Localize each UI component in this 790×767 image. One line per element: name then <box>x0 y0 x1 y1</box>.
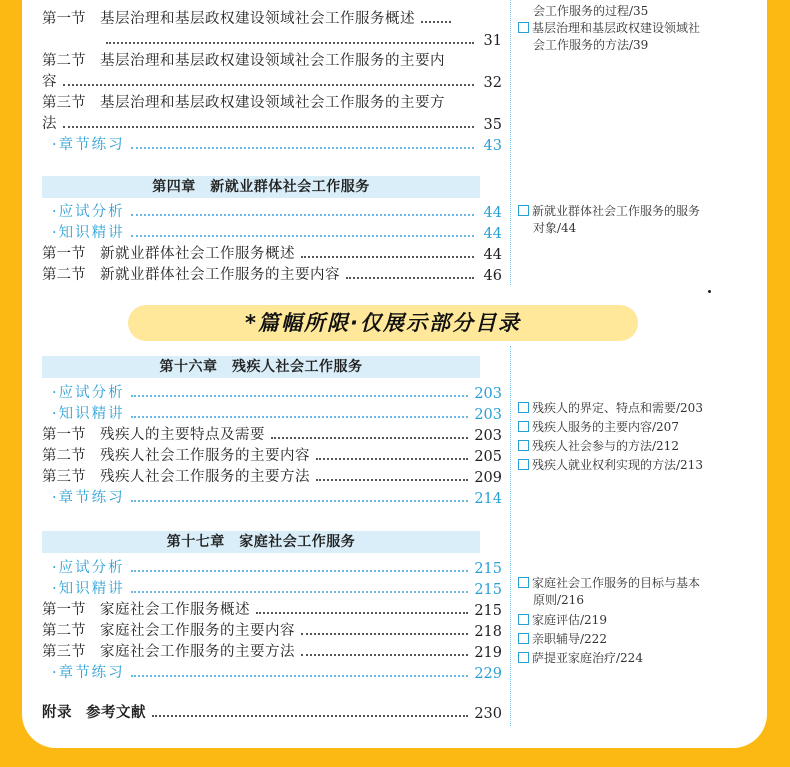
key-point[interactable]: 残疾人的界定、特点和需要/203 <box>518 400 733 417</box>
leader-dots <box>131 147 474 149</box>
checkbox-icon <box>518 633 529 644</box>
toc-entry[interactable]: ·知识精讲 44 <box>52 225 502 242</box>
toc-entry[interactable]: ·知识精讲 203 <box>52 406 502 423</box>
checkbox-icon <box>518 440 529 451</box>
toc-entry-exercise[interactable]: ·章节练习 214 <box>52 490 502 507</box>
key-point[interactable]: 残疾人服务的主要内容/207 <box>518 419 733 436</box>
chapter-title[interactable]: 第十六章 残疾人社会工作服务 <box>42 356 480 378</box>
chapter-title[interactable]: 第四章 新就业群体社会工作服务 <box>42 176 480 198</box>
key-point[interactable]: 家庭社会工作服务的目标与基本 原则/216 <box>518 575 733 609</box>
toc-entry-appendix[interactable]: 附录 参考文献 230 <box>42 705 502 722</box>
checkbox-icon <box>518 652 529 663</box>
key-point[interactable]: 基层治理和基层政权建设领域社 会工作服务的方法/39 <box>518 20 733 54</box>
key-point[interactable]: 会工作服务的过程/35 <box>533 4 649 18</box>
checkbox-icon <box>518 22 529 33</box>
key-point[interactable]: 新就业群体社会工作服务的服务 对象/44 <box>518 203 733 237</box>
toc-entry[interactable]: 法 35 <box>42 116 502 133</box>
leader-dots <box>316 458 468 460</box>
leader-dots <box>421 21 451 23</box>
leader-dots <box>63 84 474 86</box>
toc-entry[interactable]: ·知识精讲 215 <box>52 581 502 598</box>
toc-entry[interactable]: 第一节 基层治理和基层政权建设领域社会工作服务概述 <box>42 6 502 28</box>
toc-entry[interactable]: ·应试分析 44 <box>52 204 502 221</box>
toc-entry-exercise[interactable]: ·章节练习 43 <box>52 137 502 154</box>
toc-entry[interactable]: 第二节 基层治理和基层政权建设领域社会工作服务的主要内 <box>42 53 445 69</box>
leader-dots <box>256 612 468 614</box>
checkbox-icon <box>518 421 529 432</box>
column-divider <box>510 346 511 726</box>
checkbox-icon <box>518 614 529 625</box>
toc-entry[interactable]: ·应试分析 203 <box>52 385 502 402</box>
toc-entry[interactable]: 第三节 家庭社会工作服务的主要方法 219 <box>42 644 502 661</box>
key-point[interactable]: 萨提亚家庭治疗/224 <box>518 650 733 667</box>
toc-entry-exercise[interactable]: ·章节练习 229 <box>52 665 502 682</box>
leader-dots <box>106 42 474 44</box>
key-point[interactable]: 家庭评估/219 <box>518 612 733 629</box>
leader-dots <box>271 437 468 439</box>
leader-dots <box>346 277 474 279</box>
key-point[interactable]: 残疾人社会参与的方法/212 <box>518 438 733 455</box>
leader-dots <box>63 126 474 128</box>
notice-banner: *篇幅所限·仅展示部分目录 <box>128 305 638 341</box>
leader-dots <box>152 715 468 717</box>
toc-entry[interactable]: 第一节 新就业群体社会工作服务概述 44 <box>42 246 502 263</box>
leader-dots <box>131 500 469 502</box>
toc-entry[interactable]: 容 32 <box>42 74 502 91</box>
leader-dots <box>316 479 468 481</box>
toc-entry[interactable]: 第二节 残疾人社会工作服务的主要内容 205 <box>42 448 502 465</box>
toc-entry[interactable]: 第一节 家庭社会工作服务概述 215 <box>42 602 502 619</box>
toc-entry[interactable]: 31 <box>42 27 502 49</box>
toc-entry[interactable]: 第三节 残疾人社会工作服务的主要方法 209 <box>42 469 502 486</box>
leader-dots <box>301 633 468 635</box>
toc-entry[interactable]: 第二节 家庭社会工作服务的主要内容 218 <box>42 623 502 640</box>
column-divider <box>510 0 511 285</box>
toc-entry[interactable]: 第二节 新就业群体社会工作服务的主要内容 46 <box>42 267 502 284</box>
leader-dots <box>301 256 474 258</box>
dot-mark <box>708 290 711 293</box>
leader-dots <box>131 570 469 572</box>
chapter-title[interactable]: 第十七章 家庭社会工作服务 <box>42 531 480 553</box>
leader-dots <box>131 591 469 593</box>
checkbox-icon <box>518 205 529 216</box>
toc-entry[interactable]: 第一节 残疾人的主要特点及需要 203 <box>42 427 502 444</box>
toc-entry[interactable]: 第三节 基层治理和基层政权建设领域社会工作服务的主要方 <box>42 95 445 111</box>
leader-dots <box>131 214 474 216</box>
checkbox-icon <box>518 402 529 413</box>
key-point[interactable]: 亲职辅导/222 <box>518 631 733 648</box>
leader-dots <box>131 416 469 418</box>
leader-dots <box>301 654 468 656</box>
leader-dots <box>131 395 469 397</box>
checkbox-icon <box>518 577 529 588</box>
leader-dots <box>131 675 469 677</box>
key-point[interactable]: 残疾人就业权利实现的方法/213 <box>518 457 733 474</box>
checkbox-icon <box>518 459 529 470</box>
toc-entry[interactable]: ·应试分析 215 <box>52 560 502 577</box>
leader-dots <box>131 235 474 237</box>
